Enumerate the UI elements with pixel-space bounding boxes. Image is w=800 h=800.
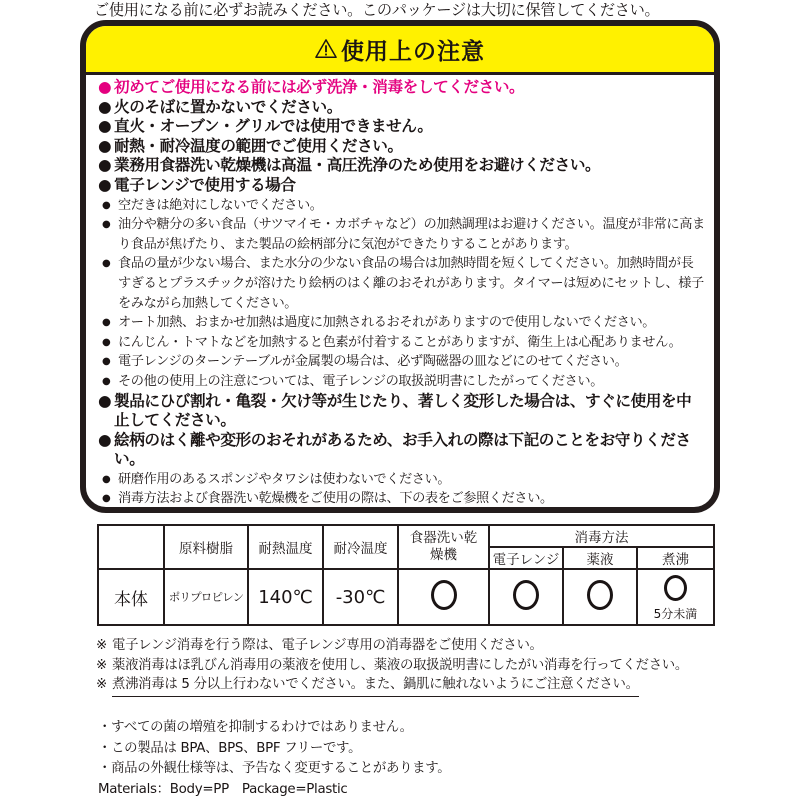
- top-note: ご使用になる前に必ずお読みください。このパッケージは大切に保管してください。: [94, 1, 660, 19]
- cell-microwave: [489, 569, 563, 625]
- caution-item-microwave-heading: ● 電子レンジで使用する場合: [98, 175, 296, 194]
- caution-subitem: ● 研磨作用のあるスポンジやタワシは使わないでください。: [102, 471, 451, 487]
- cell-cold-resistance: -30℃: [323, 569, 398, 625]
- ok-circle-icon: [587, 580, 613, 610]
- cell-chemical: [563, 569, 637, 625]
- header-dishwasher: 食器洗い乾燥機: [398, 525, 489, 569]
- caution-title: 使用上の注意: [341, 38, 485, 65]
- caution-item: ● 業務用食器洗い乾燥機は高温・高圧洗浄のため使用をお避けください。: [98, 156, 601, 175]
- boiling-note: 5分未満: [653, 607, 698, 621]
- caution-item: ● 製品にひび割れ・亀裂・欠け等が生じたり、著しく変形した場合は、すぐに使用を中止してください。: [98, 391, 692, 430]
- ok-circle-icon: [431, 580, 457, 610]
- ok-circle-icon: [513, 580, 539, 610]
- caution-subitem: ● にんじん・トマトなどを加熱すると色素が付着することがありますが、衛生上は心配ありません。: [102, 334, 682, 350]
- ok-circle-icon: [664, 575, 687, 601]
- caution-item: ● 火のそばに置かないでください。: [98, 97, 342, 116]
- header-heat-resistance: 耐熱温度: [248, 525, 323, 569]
- caution-subitem: ● 消毒方法および食器洗い乾燥機をご使用の際は、下の表をご参照ください。: [102, 491, 553, 507]
- caution-subitem: ● 電子レンジのターンテーブルが金属製の場合は、必ず陶磁器の皿などにのせてください。: [102, 354, 628, 370]
- footer-line: ・すべての菌の増殖を抑制するわけではありません。: [98, 720, 413, 735]
- caution-subitem: ● オート加熱、おまかせ加熱は過度に加熱されるおそれがありますので使用しないでください。: [102, 315, 656, 331]
- warning-triangle-icon: [315, 38, 337, 60]
- header-cold-resistance: 耐冷温度: [323, 525, 398, 569]
- header-microwave: 電子レンジ: [489, 547, 563, 569]
- caution-item: ● 直火・オーブン・グリルでは使用できません。: [98, 117, 433, 136]
- caution-subitem: ● その他の使用上の注意については、電子レンジの取扱説明書にしたがってください。: [102, 373, 603, 389]
- caution-subitem: ● 食品の量が少ない場合、また水分の少ない食品の場合は加熱時間を短くしてください。加熱時間が長すぎるとプラスチックが溶けたり絵柄のはく離のおそれがあります。タイマーは短めにセットし、様子をみながら加熱してください。: [102, 256, 704, 311]
- spec-table: [97, 524, 715, 626]
- caution-list: [86, 75, 714, 509]
- caution-item: ● 初めてご使用になる前には必ず洗浄・消毒をしてください。: [98, 78, 525, 96]
- caution-subitem: ● 油分や糖分の多い食品（サツマイモ・カボチャなど）の加熱調理はお避けください。温度が非常に高まり食品が焦げたり、また製品の絵柄部分に気泡ができたりすることがあります。: [102, 217, 705, 252]
- note-item-underlined: ※ 煮沸消毒は 5 分以上行わないでください。また、鍋肌に触れないようにご注意ください。: [96, 675, 716, 697]
- notes: [96, 636, 716, 697]
- header-chemical: 薬液: [563, 547, 637, 569]
- footer-line: ・商品の外観仕様等は、予告なく変更することがあります。: [98, 761, 451, 776]
- header-boiling: 煮沸: [637, 547, 714, 569]
- header-empty: [98, 525, 164, 569]
- cell-boiling: [637, 569, 714, 625]
- cell-material: ポリプロピレン: [164, 569, 248, 625]
- caution-item: ● 耐熱・耐冷温度の範囲でご使用ください。: [98, 136, 403, 155]
- footer: [98, 718, 450, 800]
- materials-line: Materials：Body=PP Package=Plastic: [98, 781, 348, 797]
- note-item: ※ 電子レンジ消毒を行う際は、電子レンジ専用の消毒器をご使用ください。: [96, 638, 543, 653]
- footer-line: ・この製品は BPA、BPS、BPF フリーです。: [98, 740, 362, 756]
- caution-subitem: ● 空だきは絶対にしないでください。: [102, 197, 323, 213]
- header-material: 原料樹脂: [164, 525, 248, 569]
- cell-heat-resistance: 140℃: [248, 569, 323, 625]
- caution-header: [86, 26, 714, 75]
- row-part: 本体: [98, 569, 164, 625]
- header-disinfection: 消毒方法: [489, 525, 714, 547]
- caution-item: ● 絵柄のはく離や変形のおそれがあるため、お手入れの際は下記のことをお守りください。: [98, 430, 691, 469]
- cell-dishwasher: [398, 569, 489, 625]
- caution-box: [80, 20, 720, 513]
- note-item: ※ 薬液消毒はほ乳びん消毒用の薬液を使用し、薬液の取扱説明書にしたがい消毒を行ってください。: [96, 657, 688, 673]
